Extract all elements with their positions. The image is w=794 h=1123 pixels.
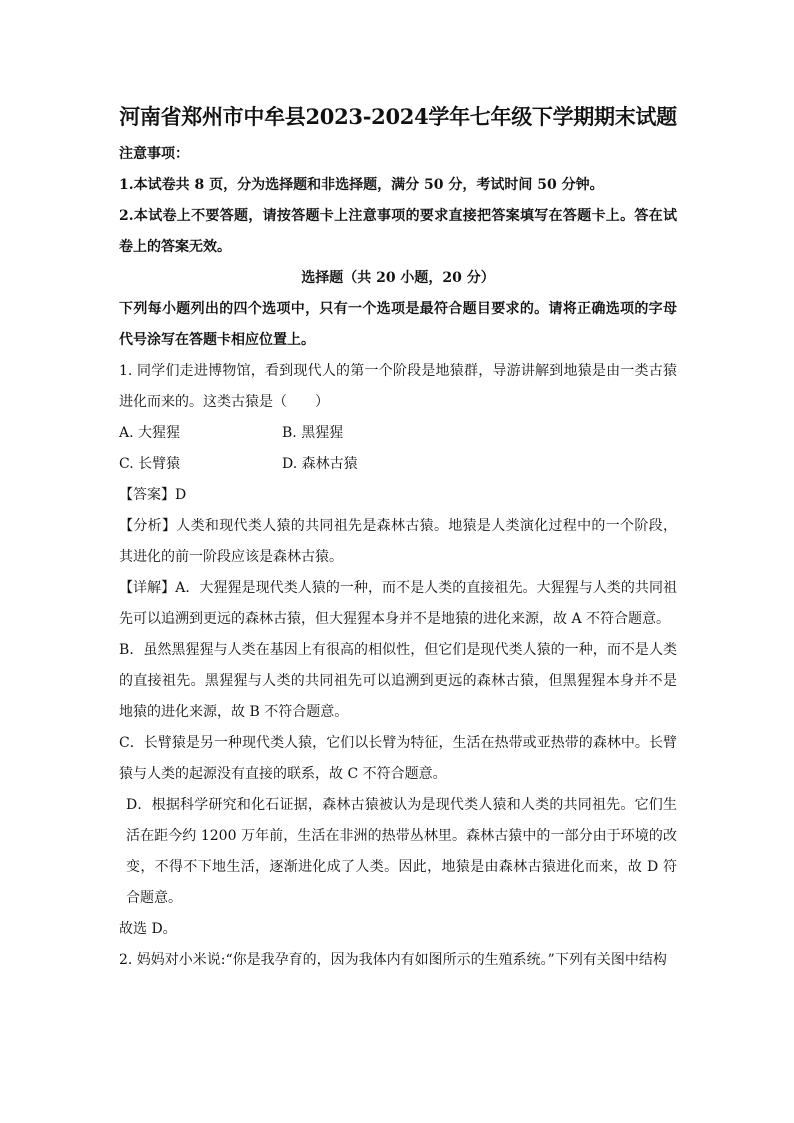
- option-b: B. 黑猩猩: [282, 425, 344, 441]
- question-1-detail-c: C．长臂猿是另一种现代类人猿，它们以长臂为特征，生活在热带或亚热带的森林中。长臂猿与人类的起源没有直接的联系，故 C 不符合题意。: [119, 735, 677, 782]
- question-1-detail-a: 【详解】A．大猩猩是现代类人猿的一种，而不是人类的直接祖先。大猩猩与人类的共同祖先可以追溯到更远的森林古猿，但大猩猩本身并不是地猿的进化来源，故 A 不符合题意。: [119, 580, 677, 627]
- section-heading: 选择题（共 20 小题，20 分）: [301, 270, 495, 286]
- question-1-options-row-1: [119, 418, 677, 449]
- option-a: A. 大猩猩: [119, 425, 181, 441]
- document-content: [119, 102, 677, 976]
- question-1-options-row-2: [119, 449, 677, 480]
- option-d: D. 森林古猿: [282, 456, 358, 472]
- notice-item-1: 1.本试卷共 8 页，分为选择题和非选择题，满分 50 分，考试时间 50 分钟。: [119, 177, 604, 193]
- page-title: 河南省郑州市中牟县2023-2024学年七年级下学期期末试题: [119, 104, 677, 129]
- question-2-stem: 2. 妈妈对小米说:“你是我孕育的，因为我体内有如图所示的生殖系统。”下列有关图中结构: [119, 952, 667, 968]
- notice-heading: 注意事项：: [119, 146, 189, 162]
- question-1-answer: 【答案】D: [119, 487, 187, 503]
- option-c: C. 长臂猿: [119, 456, 181, 472]
- question-1-analysis: 【分析】人类和现代类人猿的共同祖先是森林古猿。地猿是人类演化过程中的一个阶段，其进化的前一阶段应该是森林古猿。: [119, 518, 677, 565]
- question-1-detail-d: D．根据科学研究和化石证据，森林古猿被认为是现代类人猿和人类的共同祖先。它们生活在距今约 1200 万年前，生活在非洲的热带丛林里。森林古猿中的一部分由于环境的改变，不得不下地生活，逐渐进化成了人类。因此，地猿是由森林古猿进化而来，故 D 符合题意。: [126, 797, 677, 906]
- question-1-stem: 1. 同学们走进博物馆，看到现代人的第一个阶段是地猿群，导游讲解到地猿是由一类古猿进化而来的。这类古猿是（ ）: [119, 363, 677, 410]
- question-1-conclusion: 故选 D。: [119, 921, 177, 937]
- question-1-detail-b: B．虽然黑猩猩与人类在基因上有很高的相似性，但它们是现代类人猿的一种，而不是人类的直接祖先。黑猩猩与人类的共同祖先可以追溯到更远的森林古猿，但黑猩猩本身并不是地猿的进化来源，故 B 不符合题意。: [119, 642, 677, 720]
- section-instruction: 下列每小题列出的四个选项中，只有一个选项是最符合题目要求的。请将正确选项的字母代号涂写在答题卡相应位置上。: [119, 301, 677, 348]
- notice-item-2: 2.本试卷上不要答题，请按答题卡上注意事项的要求直接把答案填写在答题卡上。答在试卷上的答案无效。: [119, 208, 677, 255]
